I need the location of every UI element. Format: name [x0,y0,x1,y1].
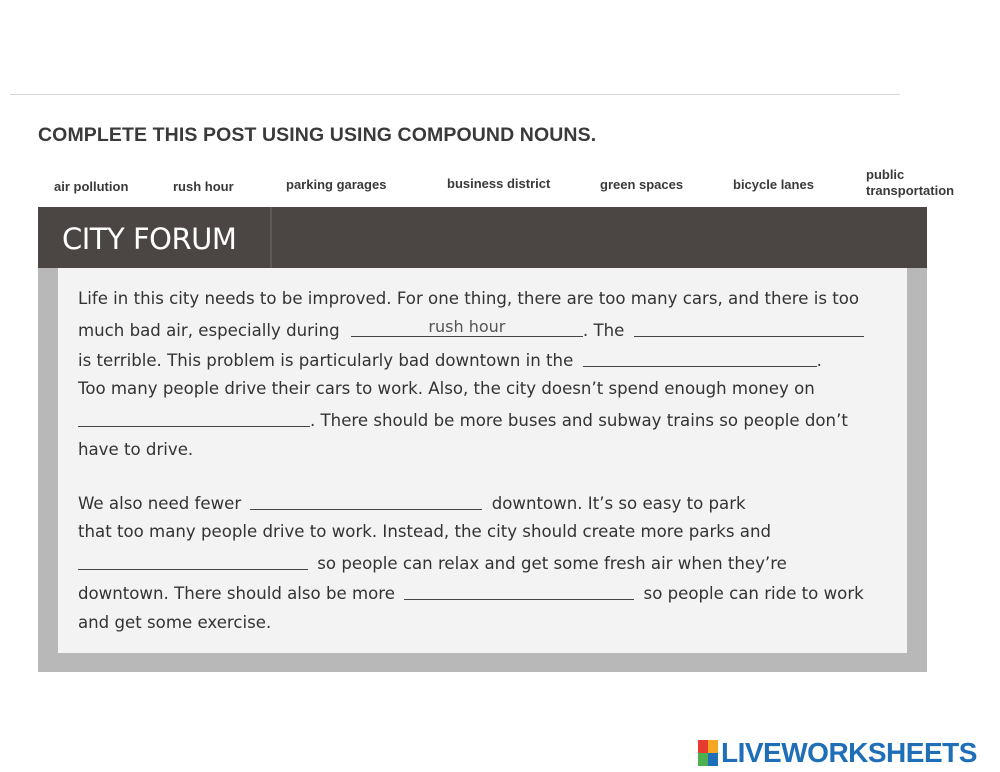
word-bank-public-line: public [866,167,905,182]
post-line [78,319,864,341]
liveworksheets-logo [698,736,977,770]
post-line [78,349,822,371]
post-text: downtown. It’s so easy to park [491,494,746,513]
post-line: have to drive. [78,440,194,459]
answer-blank-7[interactable] [404,582,634,600]
forum-header [38,207,927,268]
logo-mark-icon [698,740,718,766]
forum-title: CITY FORUM [62,222,237,256]
post-line [78,552,787,574]
answer-fill-1: rush hour [428,317,506,336]
word-bank-rush-hour[interactable]: rush hour [173,179,234,194]
answer-blank-6[interactable] [78,552,308,570]
post-line: and get some exercise. [78,613,272,632]
answer-blank-4[interactable] [78,409,310,427]
post-text: downtown. There should also be more [78,584,395,603]
post-line: Life in this city needs to be improved. For one thing, there are too many cars, and there is too [78,289,860,308]
post-line: Too many people drive their cars to work. Also, the city doesn’t spend enough money on [78,379,815,398]
post-text: much bad air, especially during [78,321,340,340]
word-bank-green-spaces[interactable]: green spaces [600,177,684,192]
answer-blank-1[interactable] [351,319,583,337]
answer-blank-2[interactable] [634,319,864,337]
word-bank-bicycle-lanes[interactable]: bicycle lanes [733,177,814,192]
post-text: is terrible. This problem is particularly bad downtown in the [78,351,574,370]
post-text: so people can relax and get some fresh air when they’re [317,554,787,573]
forum-post-body [58,268,907,653]
answer-blank-5[interactable] [250,492,482,510]
word-bank-air-pollution[interactable]: air pollution [54,179,129,194]
post-line [78,492,746,514]
city-forum-panel [38,207,927,672]
post-text: . [816,351,822,370]
word-bank-transportation-line: transportation [866,183,955,198]
word-bank-public-transportation[interactable] [866,167,954,199]
word-bank-parking-garages[interactable]: parking garages [286,177,387,192]
post-line: that too many people drive to work. Instead, the city should create more parks and [78,522,772,541]
post-text: We also need fewer [78,494,242,513]
word-bank-business-district[interactable]: business district [447,176,551,191]
post-text: so people can ride to work [643,584,864,603]
top-divider [10,94,900,95]
title-divider [270,207,272,268]
post-text: . There should be more buses and subway trains so people don’t [310,411,848,430]
post-line [78,582,864,604]
instruction-heading: COMPLETE THIS POST USING USING COMPOUND NOUNS. [38,124,597,146]
logo-text: LIVEWORKSHEETS [721,737,977,768]
post-line [78,409,848,431]
answer-blank-3[interactable] [583,349,817,367]
post-text: . The [582,321,625,340]
